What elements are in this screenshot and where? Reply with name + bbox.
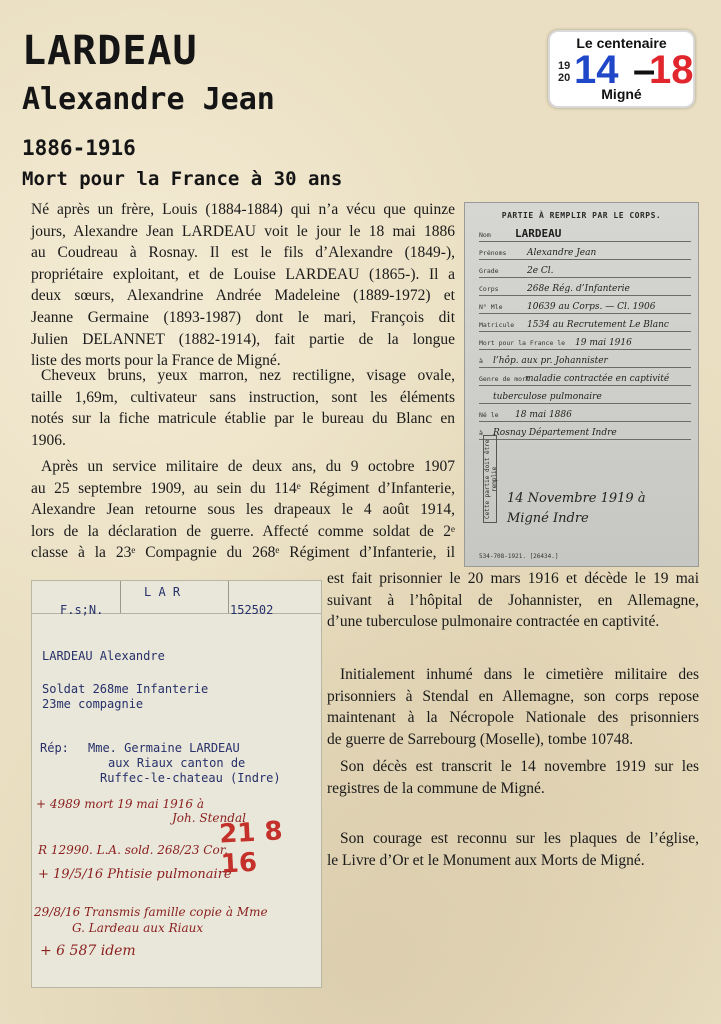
- card-header: PARTIE À REMPLIR PAR LE CORPS.: [501, 211, 662, 220]
- text-line: liste des morts pour la France de Migné.: [31, 352, 281, 370]
- card-row-label: Corps: [479, 285, 499, 293]
- card-divider: [228, 581, 229, 613]
- logo-year-14: 14: [574, 48, 619, 92]
- logo-small-20: 20: [558, 72, 571, 84]
- card-row-value: l’hôp. aux pr. Johannister: [493, 356, 608, 366]
- prisoner-index-card: [31, 580, 322, 988]
- card-rep1: Mme. Germaine LARDEAU: [88, 741, 240, 755]
- logo-top-text: Le centenaire: [576, 35, 667, 51]
- card-row-label: à: [479, 429, 483, 437]
- card-row-label: Genre de mort: [479, 375, 530, 383]
- paragraph-honours: [327, 828, 699, 871]
- card-transcript: 14 Novembre 1919 à Migné Indre: [507, 491, 646, 526]
- card-stamp: 21 8 16: [218, 816, 284, 880]
- card-row-value: 19 mai 1916: [575, 338, 632, 348]
- logo-dash: –: [633, 48, 656, 92]
- paragraph-description: [31, 365, 455, 451]
- card-name: LARDEAU Alexandre: [42, 649, 165, 663]
- paragraph-service: [31, 456, 455, 564]
- text-line: maintenant à la Nécropole Nationale des prisonniers: [327, 709, 699, 727]
- text-line: taille 1,69m, cultivateur sans instruction, sont les éléments: [31, 388, 455, 406]
- card-row-label: Nom: [479, 231, 491, 239]
- card-row-value: maladie contractée en captivité: [525, 374, 670, 384]
- surname-title: LARDEAU: [22, 28, 198, 74]
- card-row: [479, 225, 691, 242]
- text-line: propriétaire exploitant, et de Louise LARDEAU (1865-). Il a: [31, 265, 455, 283]
- logo-year-18: 18: [649, 48, 694, 92]
- death-note: Mort pour la France à 30 ans: [22, 168, 343, 190]
- paragraph-captivity: [327, 568, 699, 633]
- card-row: [479, 369, 691, 386]
- text-line: le Livre d’Or et le Monument aux Morts de Migné.: [327, 851, 645, 869]
- card-row: [479, 315, 691, 332]
- card-row-label: à: [479, 357, 483, 365]
- card-handwriting: G. Lardeau aux Riaux: [72, 921, 204, 935]
- text-line: suivant à l’hôpital de Johannister, en Allemagne,: [327, 591, 699, 609]
- card-line2: 23me compagnie: [42, 697, 144, 711]
- card-row-value: Alexandre Jean: [527, 248, 597, 258]
- text-line: Julien DELANNET (1882-1914), fait partie de la longue: [31, 330, 455, 348]
- text-line: registres de la commune de Migné.: [327, 779, 545, 797]
- card-row: [479, 351, 691, 368]
- paragraph-burial: [327, 664, 699, 750]
- card-row: [479, 243, 691, 260]
- text-line: Jeanne Germaine (1893-1987) dont le mari, François dit: [31, 308, 455, 326]
- text-line: Son courage est reconnu sur les plaques de l’église,: [340, 830, 699, 847]
- card-rep2: aux Riaux canton de: [108, 756, 246, 770]
- card-row-value: 268e Rég. d’Infanterie: [527, 284, 630, 294]
- card-handwriting: + 19/5/16 Phtisie pulmonaire: [38, 867, 232, 882]
- card-row: [479, 279, 691, 296]
- card-row-label: Prénoms: [479, 249, 507, 257]
- text-line: au 25 septembre 1909, au sein du 114ᵉ Régiment d’Infanterie,: [31, 479, 455, 497]
- text-line: Cheveux bruns, yeux marron, nez rectiligne, visage ovale,: [41, 367, 455, 384]
- text-line: jours, Alexandre Jean LARDEAU voit le jour le 18 mai 1886: [31, 222, 455, 240]
- card-row-label: Né le: [479, 411, 499, 419]
- card-handwriting: + 4989 mort 19 mai 1916 à: [36, 797, 204, 811]
- card-side-label: Cette partie doit être remplie: [483, 435, 497, 523]
- text-line: de guerre de Sarrebourg (Moselle), tombe 10748.: [327, 730, 634, 748]
- life-years: 1886-1916: [22, 136, 136, 160]
- centenary-logo: [548, 30, 695, 108]
- card-lar: L A R: [144, 585, 181, 599]
- text-line: d’une tuberculose pulmonaire contractée en captivité.: [327, 613, 660, 631]
- card-rep3: Ruffec-le-chateau (Indre): [100, 771, 281, 785]
- logo-bottom-text: Migné: [601, 86, 642, 102]
- text-line: 1906.: [31, 431, 66, 449]
- card-divider: [120, 581, 121, 613]
- text-line: au Coudreau à Rosnay. Il est le fils d’Alexandre (1849-),: [31, 244, 455, 262]
- card-row: [479, 333, 691, 350]
- card-row-value: Rosnay Département Indre: [493, 428, 617, 438]
- card-row-value: LARDEAU: [515, 227, 562, 240]
- text-line: lors de la déclaration de guerre. Affecté comme soldat de 2ᵉ: [31, 522, 455, 540]
- card-fsn: F.s;N.: [60, 603, 104, 617]
- text-line: Après un service militaire de deux ans, du 9 octobre 1907: [41, 458, 455, 475]
- card-row: [479, 405, 691, 422]
- card-line1: Soldat 268me Infanterie: [42, 682, 209, 696]
- card-row-label: Matricule: [479, 321, 515, 329]
- card-number: 152502: [230, 603, 274, 617]
- text-line: deux sœurs, Alexandrine Andrée Madeleine (1889-1972) et: [31, 287, 455, 305]
- card-handwriting: Joh. Stendal: [172, 811, 246, 825]
- card-row-label: N° Mle: [479, 303, 503, 311]
- text-line: notés sur la fiche matricule établie par le bureau du Blanc en: [31, 410, 455, 428]
- paragraph-transcription: [327, 756, 699, 799]
- card-row: [479, 297, 691, 314]
- text-line: Alexandre Jean retourne sous les drapeaux le 4 août 1914,: [31, 501, 455, 519]
- card-handwriting: + 6 587 idem: [40, 943, 136, 959]
- death-record-card: [464, 202, 699, 567]
- text-line: prisonniers à Stendal en Allemagne, son corps repose: [327, 687, 699, 705]
- card-rep-label: Rép:: [40, 741, 69, 755]
- card-handwriting: 29/8/16 Transmis famille copie à Mme: [34, 905, 268, 919]
- logo-small-19: 19: [558, 60, 571, 72]
- card-row-value: 2e Cl.: [527, 266, 554, 276]
- given-names-title: Alexandre Jean: [22, 82, 275, 117]
- card-row: [479, 423, 691, 440]
- card-row-label: Mort pour la France le: [479, 339, 566, 347]
- card-row-value: 18 mai 1886: [515, 410, 572, 420]
- card-row: [479, 387, 691, 404]
- text-line: Né après un frère, Louis (1884-1884) qui n’a vécu que quinze: [31, 201, 455, 218]
- card-row: [479, 261, 691, 278]
- text-line: est fait prisonnier le 20 mars 1916 et décède le 19 mai: [327, 570, 699, 587]
- text-line: Son décès est transcrit le 14 novembre 1919 sur les: [340, 758, 699, 775]
- card-row-value: tuberculose pulmonaire: [493, 392, 602, 402]
- card-footer: 534-708-1921. [26434.]: [479, 553, 559, 560]
- card-row-label: Grade: [479, 267, 499, 275]
- text-line: classe à la 23ᵉ Compagnie du 268ᵉ Régiment d’Infanterie, il: [31, 544, 455, 562]
- card-row-value: 1534 au Recrutement Le Blanc: [527, 320, 669, 330]
- card-handwriting: R 12990. L.A. sold. 268/23 Cor.: [38, 843, 228, 857]
- text-line: Initialement inhumé dans le cimetière militaire des: [340, 666, 699, 683]
- card-row-value: 10639 au Corps. — Cl. 1906: [527, 302, 656, 312]
- paragraph-birth: [31, 199, 455, 372]
